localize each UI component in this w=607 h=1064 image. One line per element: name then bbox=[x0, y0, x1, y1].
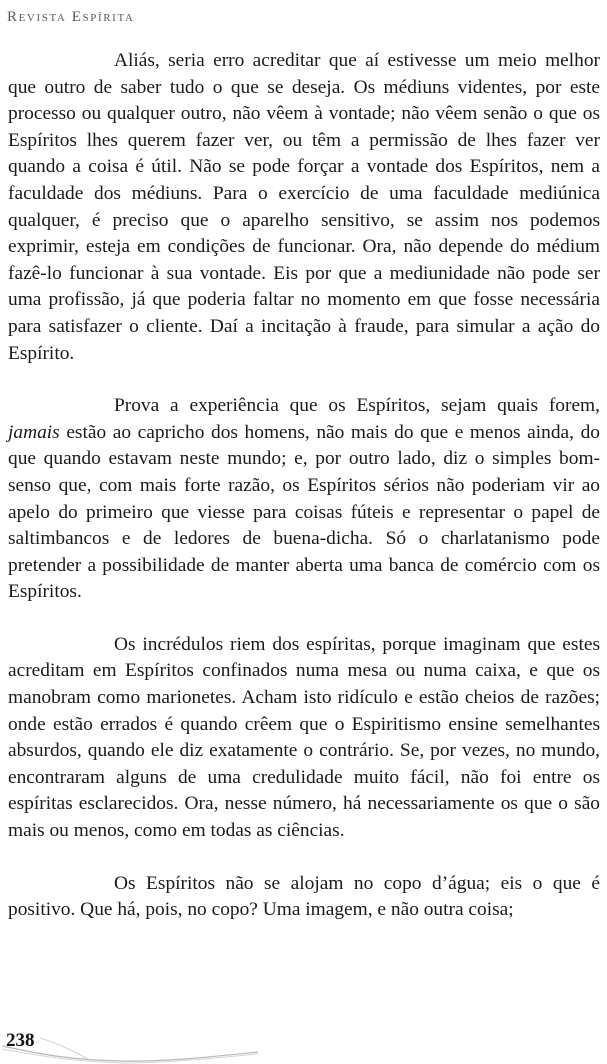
running-header: Revista Espírita bbox=[7, 9, 135, 25]
paragraph: Os Espíritos não se alojam no copo d’água; eis o que é positivo. Que há, pois, no copo? Uma imagem, e não outra coisa; bbox=[8, 872, 600, 921]
paragraph bbox=[8, 393, 600, 606]
paragraph-text: Prova a experiência que os Espíritos, sejam quais forem, bbox=[114, 395, 600, 417]
paragraph: Os incrédulos riem dos espíritas, porque imaginam que estes acreditam em Espíritos confinados numa mesa ou numa caixa, e que os manobram como marionetes. Acham isto ridículo e estão cheios de razões; onde estão errados é quando crêem que o Espiritismo ensine semelhantes absurdos, quando ele diz exatamente o contrário. Se, por vezes, no mundo, encontraram alguns de uma credulidade muito fácil, não foi entre os espíritas esclarecidos. Ora, nesse número, há necessariamente os que o são mais ou menos, como em todas as ciências. bbox=[8, 633, 600, 842]
decorative-swoosh-icon bbox=[0, 1024, 260, 1064]
page-footer bbox=[0, 1024, 607, 1064]
page-number: 238 bbox=[6, 1030, 35, 1051]
paragraph-text: estão ao capricho dos homens, não mais do que e menos ainda, do que quando estavam neste mundo; e, por outro lado, diz o simples bom-senso que, com mais forte razão, os Espíritos sérios não poderiam vir ao apelo do primeiro que viesse para coisas fúteis e representar o papel de saltimbancos e de ledores de buena-dicha. Só o charlatanismo pode pretender a possibilidade de manter aberta uma banca de comércio com os Espíritos. bbox=[8, 421, 600, 603]
emphasis-text: jamais bbox=[8, 421, 60, 443]
paragraph: Aliás, seria erro acreditar que aí estivesse um meio melhor que outro de saber tudo o que se deseja. Os médiuns videntes, por este processo ou qualquer outro, não vêem à vontade; não vêem senão o que os Espíritos lhes querem fazer ver, ou têm a permissão de lhes fazer ver quando a coisa é útil. Não se pode forçar a vontade dos Espíritos, nem a faculdade dos médiuns. Para o exercício de uma faculdade mediúnica qualquer, é preciso que o aparelho sensitivo, se assim nos podemos exprimir, esteja em condições de funcionar. Ora, não depende do médium fazê-lo funcionar à sua vontade. Eis por que a mediunidade não pode ser uma profissão, já que poderia faltar no momento em que fosse necessária para satisfazer o cliente. Daí a incitação à fraude, para simular a ação do Espírito. bbox=[8, 50, 600, 364]
page-body bbox=[8, 48, 600, 924]
